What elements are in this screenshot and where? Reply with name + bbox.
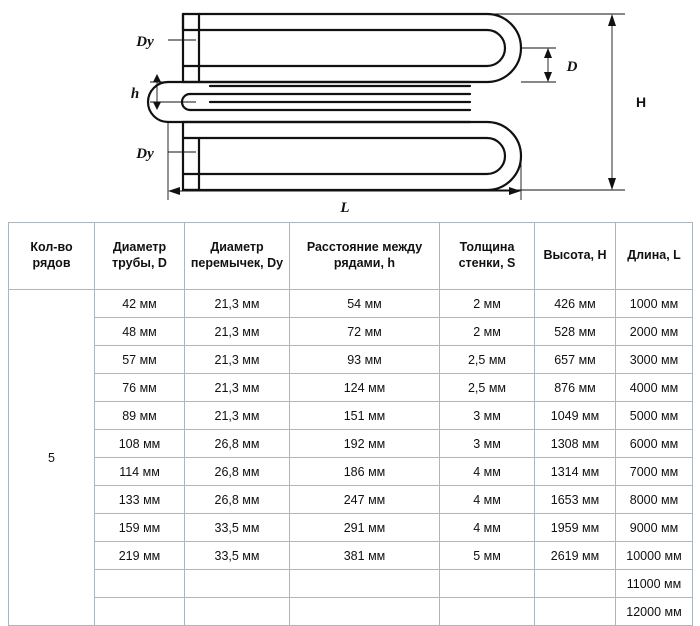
jumper-top (183, 14, 199, 82)
cell-length: 12000 мм (616, 598, 693, 626)
cell-length: 11000 мм (616, 570, 693, 598)
spec-table-container (8, 222, 692, 626)
cell-row-spacing: 124 мм (290, 374, 440, 402)
cell-height: 1049 мм (535, 402, 616, 430)
cell-height (535, 598, 616, 626)
dimension-arrows (153, 14, 616, 195)
cell-pipe-diameter: 89 мм (95, 402, 185, 430)
cell-length: 3000 мм (616, 346, 693, 374)
cell-row-spacing: 93 мм (290, 346, 440, 374)
cell-wall-thickness: 2,5 мм (440, 346, 535, 374)
cell-pipe-diameter: 219 мм (95, 542, 185, 570)
cell-length: 4000 мм (616, 374, 693, 402)
table-header (9, 223, 693, 290)
cell-pipe-diameter: 76 мм (95, 374, 185, 402)
cell-height: 2619 мм (535, 542, 616, 570)
cell-height: 528 мм (535, 318, 616, 346)
cell-length: 10000 мм (616, 542, 693, 570)
label-d: D (566, 59, 578, 75)
cell-pipe-diameter: 114 мм (95, 458, 185, 486)
cell-length: 2000 мм (616, 318, 693, 346)
col-header-row-spacing: Расстояние между рядами, h (290, 223, 440, 290)
table-row (9, 318, 693, 346)
cell-jumper-diameter: 33,5 мм (185, 542, 290, 570)
cell-length: 1000 мм (616, 290, 693, 318)
cell-pipe-diameter (95, 570, 185, 598)
pipe-top-row (183, 14, 521, 82)
cell-length: 8000 мм (616, 486, 693, 514)
jumper-bottom (183, 122, 199, 190)
cell-jumper-diameter: 21,3 мм (185, 346, 290, 374)
col-header-wall-thickness: Толщина стенки, S (440, 223, 535, 290)
cell-jumper-diameter: 21,3 мм (185, 402, 290, 430)
cell-pipe-diameter: 108 мм (95, 430, 185, 458)
col-header-jumper-diameter: Диаметр перемычек, Dy (185, 223, 290, 290)
spec-table (8, 222, 693, 626)
cell-height: 426 мм (535, 290, 616, 318)
cell-wall-thickness: 2 мм (440, 318, 535, 346)
cell-length: 7000 мм (616, 458, 693, 486)
cell-wall-thickness (440, 570, 535, 598)
cell-wall-thickness: 2 мм (440, 290, 535, 318)
label-dy-top: Dy (136, 34, 154, 50)
label-dy-bottom: Dy (136, 146, 154, 162)
register-drawing (0, 0, 700, 212)
cell-jumper-diameter (185, 598, 290, 626)
cell-row-spacing: 192 мм (290, 430, 440, 458)
cell-length: 5000 мм (616, 402, 693, 430)
cell-row-spacing (290, 570, 440, 598)
table-row (9, 486, 693, 514)
cell-height: 1959 мм (535, 514, 616, 542)
cell-pipe-diameter: 133 мм (95, 486, 185, 514)
cell-jumper-diameter: 26,8 мм (185, 430, 290, 458)
cell-jumper-diameter (185, 570, 290, 598)
cell-rows-count: 5 (9, 290, 95, 626)
cell-jumper-diameter: 21,3 мм (185, 318, 290, 346)
cell-pipe-diameter (95, 598, 185, 626)
cell-wall-thickness: 3 мм (440, 430, 535, 458)
col-header-pipe-diameter: Диаметр трубы, D (95, 223, 185, 290)
cell-jumper-diameter: 21,3 мм (185, 374, 290, 402)
label-h: h (130, 86, 140, 102)
cell-row-spacing: 72 мм (290, 318, 440, 346)
cell-jumper-diameter: 33,5 мм (185, 514, 290, 542)
cell-row-spacing: 247 мм (290, 486, 440, 514)
cell-wall-thickness (440, 598, 535, 626)
cell-row-spacing: 291 мм (290, 514, 440, 542)
cell-row-spacing: 381 мм (290, 542, 440, 570)
cell-wall-thickness: 4 мм (440, 458, 535, 486)
pipe-bottom-row (183, 122, 521, 190)
table-row (9, 402, 693, 430)
label-height: H (635, 94, 647, 110)
cell-height (535, 570, 616, 598)
cell-pipe-diameter: 48 мм (95, 318, 185, 346)
cell-pipe-diameter: 42 мм (95, 290, 185, 318)
cell-jumper-diameter: 26,8 мм (185, 486, 290, 514)
table-row (9, 290, 693, 318)
table-row (9, 374, 693, 402)
table-header-row (9, 223, 693, 290)
cell-pipe-diameter: 57 мм (95, 346, 185, 374)
table-row (9, 458, 693, 486)
cell-wall-thickness: 2,5 мм (440, 374, 535, 402)
col-header-height: Высота, H (535, 223, 616, 290)
label-length: L (340, 200, 350, 212)
cell-row-spacing: 151 мм (290, 402, 440, 430)
cell-height: 1308 мм (535, 430, 616, 458)
col-header-rows: Кол-во рядов (9, 223, 95, 290)
table-row (9, 430, 693, 458)
cell-wall-thickness: 4 мм (440, 514, 535, 542)
cell-height: 657 мм (535, 346, 616, 374)
cell-row-spacing (290, 598, 440, 626)
table-row (9, 542, 693, 570)
table-body (9, 290, 693, 626)
cell-row-spacing: 186 мм (290, 458, 440, 486)
table-row (9, 570, 693, 598)
cell-row-spacing: 54 мм (290, 290, 440, 318)
cell-length: 9000 мм (616, 514, 693, 542)
table-row (9, 514, 693, 542)
cell-wall-thickness: 3 мм (440, 402, 535, 430)
table-row (9, 346, 693, 374)
cell-jumper-diameter: 21,3 мм (185, 290, 290, 318)
cell-length: 6000 мм (616, 430, 693, 458)
cell-jumper-diameter: 26,8 мм (185, 458, 290, 486)
col-header-length: Длина, L (616, 223, 693, 290)
cell-wall-thickness: 5 мм (440, 542, 535, 570)
cell-height: 876 мм (535, 374, 616, 402)
cell-pipe-diameter: 159 мм (95, 514, 185, 542)
table-row (9, 598, 693, 626)
cell-height: 1314 мм (535, 458, 616, 486)
cell-height: 1653 мм (535, 486, 616, 514)
pipe-middle-row (148, 82, 470, 122)
cell-wall-thickness: 4 мм (440, 486, 535, 514)
